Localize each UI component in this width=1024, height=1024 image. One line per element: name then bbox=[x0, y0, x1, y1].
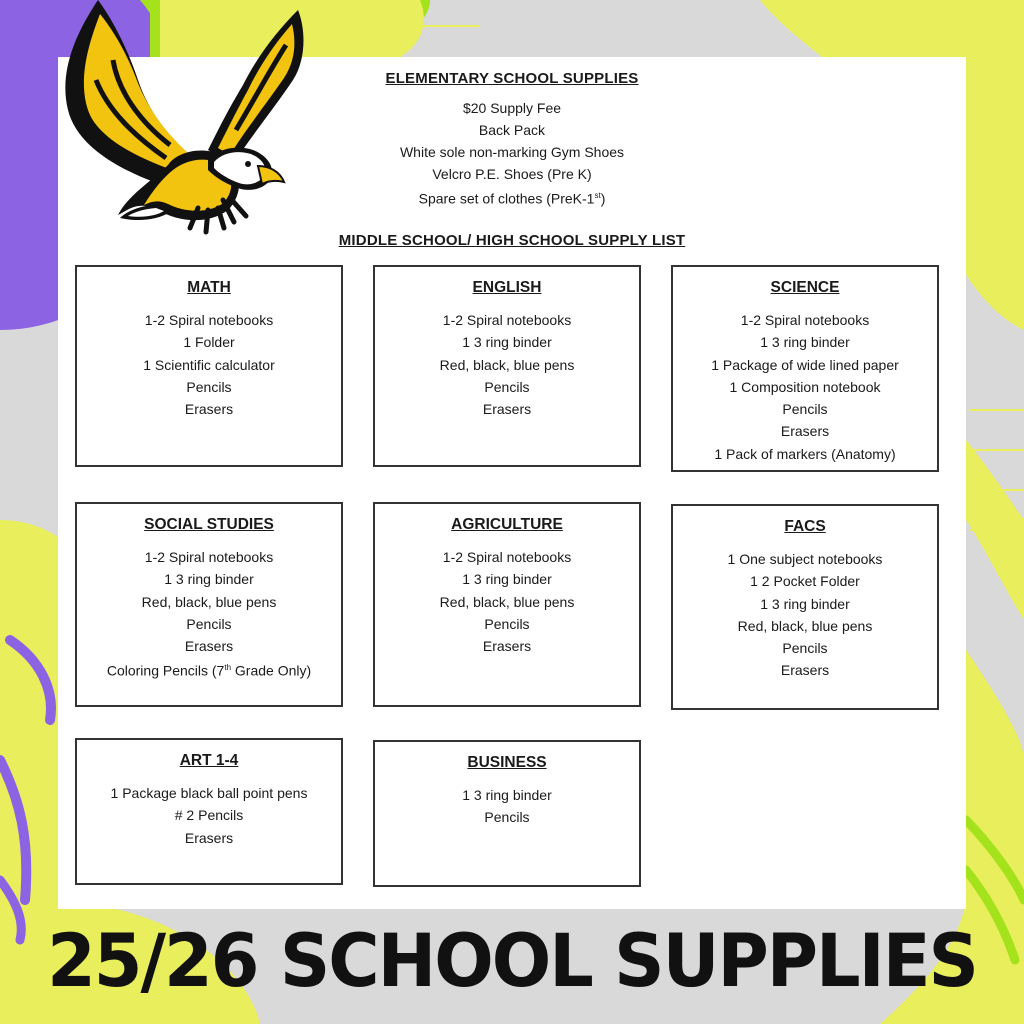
list-item: Red, black, blue pens bbox=[439, 593, 575, 610]
list-item: Velcro P.E. Shoes (Pre K) bbox=[432, 166, 592, 182]
list-item: 1 Scientific calculator bbox=[143, 356, 275, 373]
list-item: Erasers bbox=[184, 829, 234, 846]
list-item: 1 Package of wide lined paper bbox=[711, 356, 899, 373]
list-item: 1 2 Pocket Folder bbox=[750, 573, 860, 590]
list-item: 1 3 ring binder bbox=[164, 571, 254, 588]
list-item: Back Pack bbox=[478, 122, 546, 138]
list-item: 1-2 Spiral notebooks bbox=[740, 312, 870, 328]
list-item: 1-2 Spiral notebooks bbox=[144, 312, 274, 328]
list-item: $20 Supply Fee bbox=[462, 100, 562, 116]
list-item: 1 3 ring binder bbox=[760, 595, 850, 612]
elementary-heading: ELEMENTARY SCHOOL SUPPLIES bbox=[385, 70, 639, 87]
social-studies-title: SOCIAL STUDIES bbox=[144, 516, 274, 533]
list-item: 1 Pack of markers (Anatomy) bbox=[714, 445, 896, 462]
list-item: Spare set of clothes (PreK-1st) bbox=[418, 190, 606, 207]
elementary-section bbox=[220, 70, 804, 210]
english-box bbox=[373, 265, 641, 467]
list-item: Erasers bbox=[184, 638, 234, 655]
art-title: ART 1-4 bbox=[179, 752, 239, 769]
science-title: SCIENCE bbox=[770, 279, 840, 296]
business-title: BUSINESS bbox=[467, 754, 547, 771]
art-box bbox=[75, 738, 343, 885]
list-item: 1 3 ring binder bbox=[462, 571, 552, 588]
list-item: Pencils bbox=[484, 378, 530, 395]
list-item: Red, black, blue pens bbox=[737, 617, 873, 634]
list-item: Erasers bbox=[780, 423, 830, 440]
page-title: 25/26 SCHOOL SUPPLIES bbox=[47, 917, 977, 1005]
elementary-list bbox=[220, 97, 804, 210]
business-box bbox=[373, 740, 641, 887]
list-item: Red, black, blue pens bbox=[439, 356, 575, 373]
list-item: 1 One subject notebooks bbox=[727, 551, 883, 567]
list-item: Erasers bbox=[184, 401, 234, 418]
math-box bbox=[75, 265, 343, 467]
list-item: 1 3 ring binder bbox=[462, 334, 552, 351]
middle-high-section bbox=[220, 232, 804, 249]
list-item: Coloring Pencils (7th Grade Only) bbox=[106, 663, 312, 680]
facs-title: FACS bbox=[784, 518, 826, 535]
agriculture-title: AGRICULTURE bbox=[451, 516, 563, 533]
list-item: 1-2 Spiral notebooks bbox=[442, 312, 572, 328]
list-item: 1 3 ring binder bbox=[462, 787, 552, 803]
list-item: 1-2 Spiral notebooks bbox=[442, 549, 572, 565]
list-item: Pencils bbox=[782, 640, 828, 657]
list-item: # 2 Pencils bbox=[174, 807, 244, 824]
social-studies-box bbox=[75, 502, 343, 707]
list-item: Red, black, blue pens bbox=[141, 593, 277, 610]
math-title: MATH bbox=[187, 279, 231, 296]
list-item: 1 Package black ball point pens bbox=[110, 785, 308, 801]
list-item: Pencils bbox=[782, 401, 828, 418]
facs-box bbox=[671, 504, 939, 710]
middle-high-heading: MIDDLE SCHOOL/ HIGH SCHOOL SUPPLY LIST bbox=[338, 232, 686, 249]
list-item: Erasers bbox=[780, 662, 830, 679]
list-item: Pencils bbox=[484, 615, 530, 632]
list-item: Pencils bbox=[484, 809, 530, 826]
list-item: 1 Composition notebook bbox=[729, 378, 881, 395]
list-item: Pencils bbox=[186, 615, 232, 632]
science-box bbox=[671, 265, 939, 472]
list-item: Erasers bbox=[482, 638, 532, 655]
agriculture-box bbox=[373, 502, 641, 707]
list-item: 1-2 Spiral notebooks bbox=[144, 549, 274, 565]
english-title: ENGLISH bbox=[472, 279, 542, 296]
list-item: 1 Folder bbox=[183, 334, 235, 351]
list-item: Erasers bbox=[482, 401, 532, 418]
list-item: White sole non-marking Gym Shoes bbox=[399, 144, 625, 160]
list-item: Pencils bbox=[186, 378, 232, 395]
list-item: 1 3 ring binder bbox=[760, 334, 850, 351]
